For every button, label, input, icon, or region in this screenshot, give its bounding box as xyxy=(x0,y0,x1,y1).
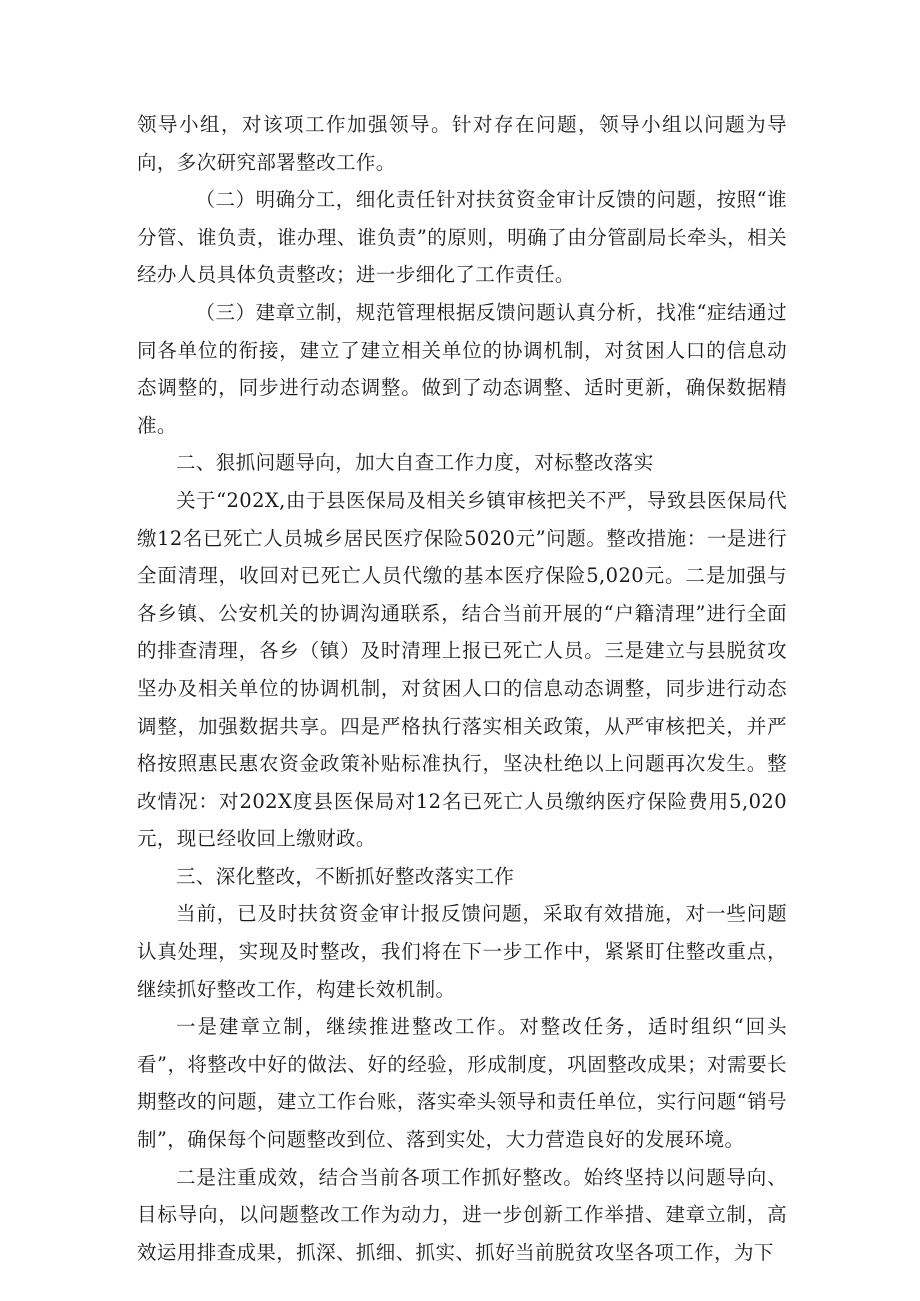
paragraph-measure-two: 二是注重成效，结合当前各项工作抓好整改。始终坚持以问题导向、目标导向，以问题整改工作为动力，进一步创新工作举措、建章立制，高效运用排查成果，抓深、抓细、抓实、抓好当前脱贫攻坚各项工作，为下 xyxy=(137,1165,787,1264)
heading-part-two: 二、狠抓问题导向，加大自查工作力度，对标整改落实 xyxy=(176,451,654,475)
paragraph-current-status: 当前，已及时扶贫资金审计报反馈问题，采取有效措施，对一些问题认真处理，实现及时整改，我们将在下一步工作中，紧紧盯住整改重点，继续抓好整改工作，构建长效机制。 xyxy=(137,902,787,1001)
paragraph-section-2: （二）明确分工，细化责任针对扶贫资金审计反馈的问题，按照“谁分管、谁负责，谁办理、谁负责”的原则，明确了由分管副局长牵头，相关经办人员具体负责整改；进一步细化了工作责任。 xyxy=(137,188,787,287)
document-body xyxy=(137,106,787,1271)
paragraph-section-3: （三）建章立制，规范管理根据反馈问题认真分析，找准“症结通过同各单位的衔接，建立了建立相关单位的协调机制，对贫困人口的信息动态调整的，同步进行动态调整。做到了动态调整、适时更新，确保数据精准。 xyxy=(137,300,787,437)
paragraph-measure-one: 一是建章立制，继续推进整改工作。对整改任务，适时组织“回头看”，将整改中好的做法、好的经验，形成制度，巩固整改成果；对需要长期整改的问题，建立工作台账，落实牵头领导和责任单位，实行问题“销号制”，确保每个问题整改到位、落到实处，大力营造良好的发展环境。 xyxy=(137,1015,787,1152)
heading-part-three: 三、深化整改，不断抓好整改落实工作 xyxy=(176,864,515,888)
paragraph-continuation: 领导小组，对该项工作加强领导。针对存在问题，领导小组以问题为导向，多次研究部署整改工作。 xyxy=(137,113,787,174)
paragraph-issue-remediation: 关于“202X,由于县医保局及相关乡镇审核把关不严，导致县医保局代缴12名已死亡人员城乡居民医疗保险5020元”问题。整改措施：一是进行全面清理，收回对已死亡人员代缴的基本医疗保险5,020元。二是加强与各乡镇、公安机关的协调沟通联系，结合当前开展的“户籍清理”进行全面的排查清理，各乡（镇）及时清理上报已死亡人员。三是建立与县脱贫攻坚办及相关单位的协调机制，对贫困人口的信息动态调整，同步进行动态调整，加强数据共享。四是严格执行落实相关政策，从严审核把关，并严格按照惠民惠农资金政策补贴标准执行，坚决杜绝以上问题再次发生。整改情况：对202X度县医保局对12名已死亡人员缴纳医疗保险费用5,020元，现已经收回上缴财政。 xyxy=(137,488,787,851)
